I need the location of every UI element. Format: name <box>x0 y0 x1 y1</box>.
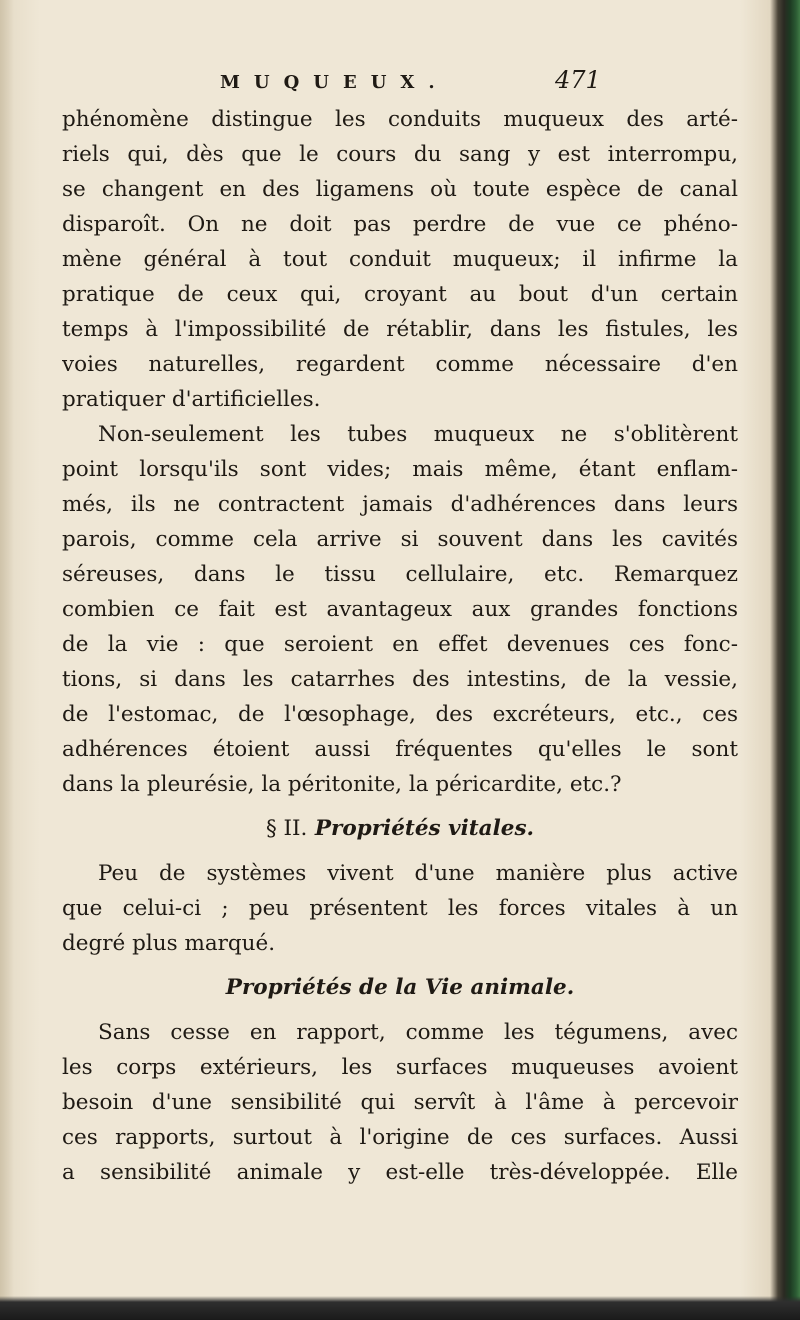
text-line: Non-seulement les tubes muqueux ne s'oblitèrent <box>98 422 738 447</box>
book-binding-edge <box>770 0 800 1320</box>
text-line: besoin d'une sensibilité qui servît à l'âme à percevoir <box>62 1090 738 1115</box>
text-line: phénomène distingue les conduits muqueux des arté- <box>62 107 738 132</box>
text-line: parois, comme cela arrive si souvent dans les cavités <box>62 527 738 552</box>
text-line: se changent en des ligamens où toute espèce de canal <box>62 177 738 202</box>
page-number: 471 <box>555 66 601 94</box>
text-line: degré plus marqué. <box>62 931 276 956</box>
text-line: Sans cesse en rapport, comme les tégumens, avec <box>98 1020 738 1045</box>
text-line: que celui-ci ; peu présentent les forces vitales à un <box>62 896 738 921</box>
text-line: adhérences étoient aussi fréquentes qu'elles le sont <box>62 737 738 762</box>
text-line: més, ils ne contractent jamais d'adhérences dans leurs <box>62 492 738 517</box>
page-header <box>170 62 690 102</box>
text-line: tions, si dans les catarrhes des intestins, de la vessie, <box>62 667 738 692</box>
text-line: de la vie : que seroient en effet devenues ces fonc- <box>62 632 738 657</box>
section-mark: § II. <box>265 816 308 841</box>
text-line: combien ce fait est avantageux aux grandes fonctions <box>62 597 738 622</box>
text-line: mène général à tout conduit muqueux; il infirme la <box>62 247 738 272</box>
paragraph-2 <box>62 417 738 802</box>
text-line: dans la pleurésie, la péritonite, la péricardite, etc.? <box>62 772 622 797</box>
text-line: Peu de systèmes vivent d'une manière plus active <box>98 861 738 886</box>
subheading: Propriétés de la Vie animale. <box>225 975 575 1000</box>
running-head: MUQUEUX. <box>220 72 449 93</box>
page-text <box>62 102 738 1190</box>
text-line: séreuses, dans le tissu cellulaire, etc. Remarquez <box>62 562 738 587</box>
paragraph-1 <box>62 102 738 417</box>
text-line: disparoît. On ne doit pas perdre de vue ce phéno- <box>62 212 738 237</box>
text-line: pratiquer d'artificielles. <box>62 387 321 412</box>
text-line: a sensibilité animale y est-elle très-développée. Elle <box>62 1160 738 1185</box>
text-line: ces rapports, surtout à l'origine de ces surfaces. Aussi <box>62 1125 738 1150</box>
left-page-edge <box>0 0 14 1320</box>
text-line: point lorsqu'ils sont vides; mais même, étant enflam- <box>62 457 738 482</box>
section-title: Propriétés vitales. <box>314 816 535 841</box>
text-line: riels qui, dès que le cours du sang y est interrompu, <box>62 142 738 167</box>
text-line: pratique de ceux qui, croyant au bout d'un certain <box>62 282 738 307</box>
paragraph-3 <box>62 856 738 961</box>
text-line: voies naturelles, regardent comme nécessaire d'en <box>62 352 738 377</box>
text-line: de l'estomac, de l'œsophage, des excréteurs, etc., ces <box>62 702 738 727</box>
bottom-page-edge <box>0 1296 800 1320</box>
text-line: temps à l'impossibilité de rétablir, dans les fistules, les <box>62 317 738 342</box>
text-line: les corps extérieurs, les surfaces muqueuses avoient <box>62 1055 738 1080</box>
paragraph-4 <box>62 1015 738 1190</box>
section-heading <box>62 811 738 847</box>
